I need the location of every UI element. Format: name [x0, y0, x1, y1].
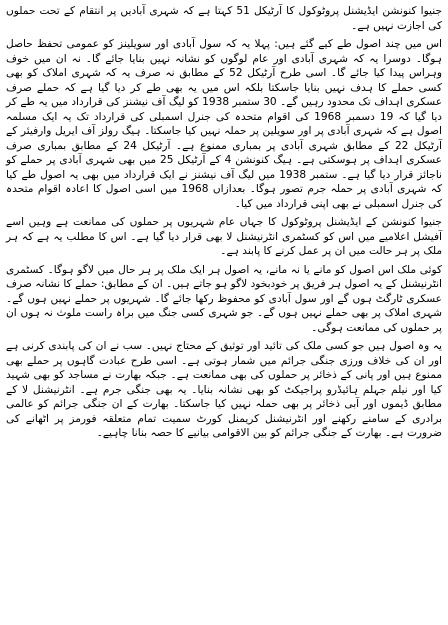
article-paragraph-3: جنیوا کنونشن کے ایڈیشنل پروٹوکول کا جہاں عام شہریوں پر حملوں کی ممانعت ہے وہیں اسے آفیشل اعلامیے میں اس کو کسٹمری انٹرنیشنل لا بھی قرار دیا گیا ہے۔ اس کا مطلب یہ ہے کہ ہر ملک پر ہر حالت میں ان پر عمل کرنے کا پابند ہے۔	[6, 216, 442, 257]
article-paragraph-1: جنیوا کنونشن ایڈیشنل پروٹوکول کا آرٹیکل 51 کہتا ہے کہ شہری آبادیں پر انتقام کے تحت حملوں کی اجازت نہیں ہے۔	[6, 5, 442, 32]
article-paragraph-5: یہ وہ اصول ہیں جو کسی ملک کی تائید اور توثیق کے محتاج نہیں۔ سب نے ان کی پابندی کرنی ہے اور ان کی خلاف ورزی جنگی جرائم میں شمار ہوتی ہے۔ اسی طرح عبادت گاہوں پر حملے بھی ممنوع ہیں اور پانی کے ذخائر پر حملوں کی بھی ممانعت ہے۔ جبکہ بھارت نے مساجد کو بھی شہید کیا اور نیلم جہلم ہائیڈرو پراجیکٹ کو بھی نشانہ بنایا۔ یہ بھی جنگی جرم ہے۔ انٹرنیشنل لا کے مطابق ڈیموں اور آبی ذخائر پر بھی حملہ نہیں کیا جاسکتا۔ بھارت کے ان جنگی جرائم کو عالمی برادری کے سامنے رکھنے اور انٹرنیشنل کریمنل کورٹ سمیت تمام متعلقہ فورمز پر اٹھانے کی ضرورت ہے۔ بھارت کے جنگی جرائم کو بین الاقوامی بیانیے کا حصہ بنانا چاہیے۔	[6, 340, 442, 439]
article-paragraph-2: اس میں چند اصول طے کیے گئے ہیں: پہلا یہ کہ سول آبادی اور سویلینز کو عمومی تحفظ حاصل ہوگا۔ دوسرا یہ کہ شہری آبادی اور عام لوگوں کو نشانہ نہیں بنایا جائے گا۔ نہ ان میں خوف وہراس پیدا کیا جائے گا۔ اسی طرح آرٹیکل 52 کے مطابق نہ صرف یہ کہ شہری املاک کو بھی کسی حملے کا ہدف نہیں بنایا جاسکتا بلکہ اس میں یہ بھی طے کر دیا گیا ہے کہ حملے صرف عسکری اہداف تک محدود رہیں گے۔ 30 ستمبر 1938 کو لیگ آف نیشنز کی قرارداد میں یہ طے کر دیا گیا کہ 19 دسمبر 1968 کی اقوام متحدہ کی جنرل اسمبلی کی قرارداد تک یہ ایک مسلمہ اصول ہے کہ شہری آبادی پر اور سویلین پر حملہ نہیں کیا جاسکتا۔ ہیگ رولز آف ایریل وارفیئر کے آرٹیکل 22 کے مطابق شہری آبادی پر بمباری ممنوع ہے۔ آرٹیکل 24 کے مطابق بمباری صرف عسکری اہداف پر ہوسکتی ہے۔ ہیگ کنونشن 4 کے آرٹیکل 25 میں بھی شہری آبادی پر حملے کو ناجائز قرار دیا گیا ہے۔ ستمبر 1938 میں لیگ آف نیشنز نے ایک قرارداد میں بھی یہ اصول طے کیا کہ شہری آبادی پر حملہ جرم تصور ہوگا۔ بعدازاں 1968 میں اسی اصول کا اعادہ اقوام متحدہ کی جنرل اسمبلی نے بھی اپنی قرارداد میں کیا۔	[6, 38, 443, 210]
article-paragraph-4: کوئی ملک اس اصول کو مانے یا نہ مانے، یہ اصول ہر ایک ملک پر ہر حال میں لاگو ہوگا۔ کسٹمری انٹرنیشنل کے یہ اصول ہر فریق پر خودبخود لاگو ہو جاتے ہیں۔ ان کے مطابق: حملے کا نشانہ صرف عسکری ٹارگٹ ہوں گے اور سول آبادی کو محفوظ رکھا جائے گا۔ شہریوں پر حملے نہیں ہوں گے۔ شہری املاک پر بھی حملے نہیں ہوں گے۔ جو شہری کسی جنگ میں براہ راست ملوث نہ ہوں ان پر حملوں کی ممانعت ہوگی۔	[6, 263, 442, 334]
